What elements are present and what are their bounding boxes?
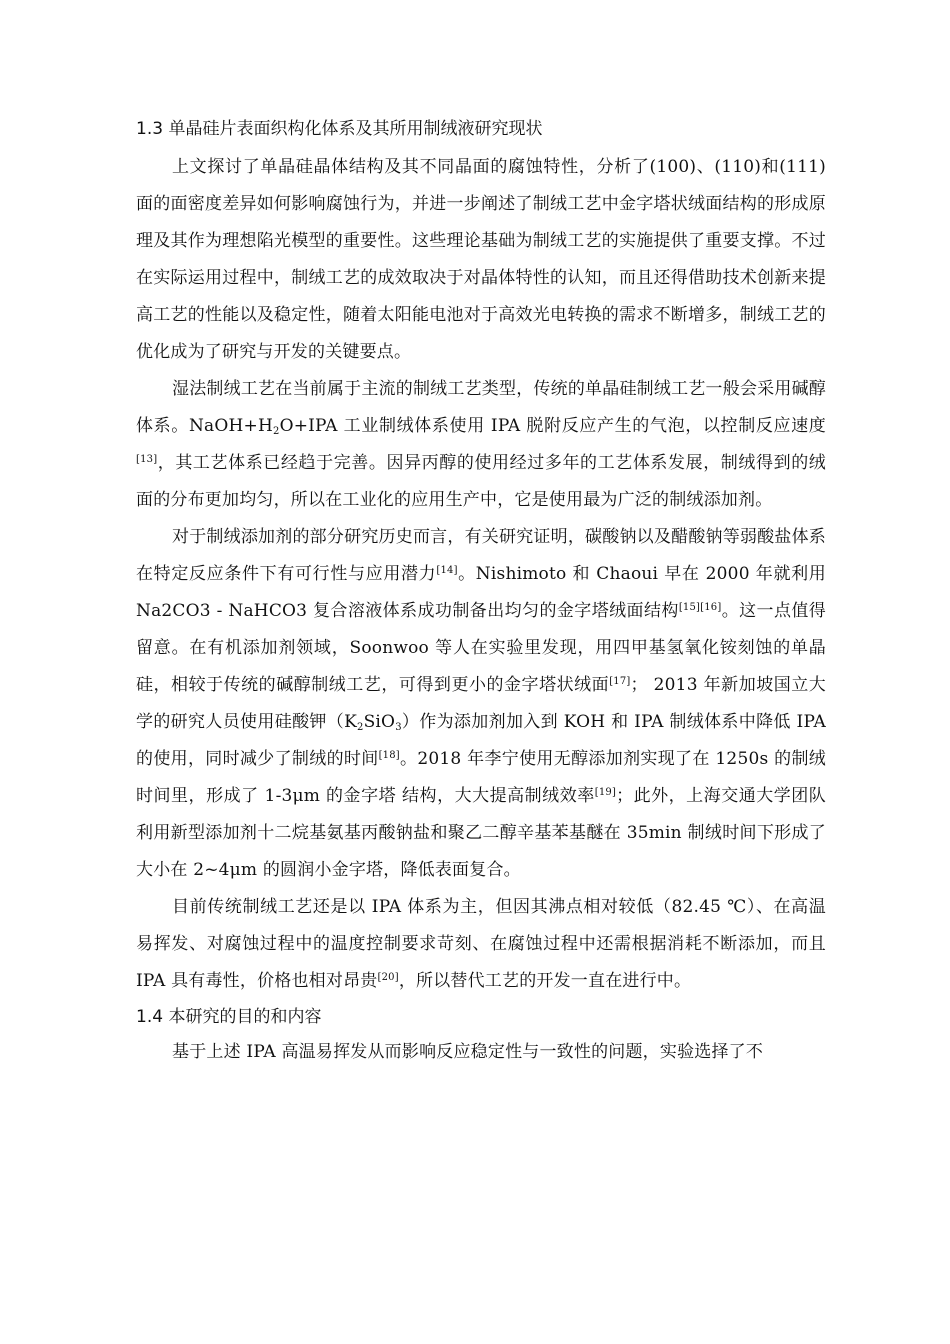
p3-text-d: ； 2013 年新加坡国立大学的研究人员使用硅酸钾（K — [136, 675, 826, 732]
citation-14[interactable]: [14] — [436, 565, 458, 576]
p3-text-g: 。2018 年李宁使用无醇添加剂实现了在 1250s 的制绒时间里，形成了 1-3μm 的金字塔 结构，大大提高制绒效率 — [136, 749, 826, 806]
paragraph-1: 上文探讨了单晶硅晶体结构及其不同晶面的腐蚀特性，分析了(100)、(110)和(111)面的面密度差异如何影响腐蚀行为，并进一步阐述了制绒工艺中金字塔状绒面结构的形成原理及其作为理想陷光模型的重要性。这些理论基础为制绒工艺的实施提供了重要支撑。不过在实际运用过程中，制绒工艺的成效取决于对晶体特性的认知，而且还得借助技术创新来提高工艺的性能以及稳定性，随着太阳能电池对于高效光电转换的需求不断增多，制绒工艺的优化成为了研究与开发的关键要点。 — [136, 157, 826, 362]
subscript-2: 2 — [273, 426, 280, 437]
subscript-o3: 3 — [395, 722, 402, 733]
p3-text-a: 对于制绒添加剂的部分研究历史而言，有关研究证明，碳酸钠以及醋酸钠等弱酸盐体系在特定反应条件下有可行性与应用潜力 — [136, 527, 826, 584]
p3-text-b: 。Nishimoto 和 Chaoui 早在 2000 年就利用 Na2CO3 - NaHCO3 复合溶液体系成功制备出均匀的金字塔绒面结构 — [136, 564, 826, 621]
p3-text-e: SiO — [363, 712, 396, 732]
paragraph-5: 基于上述 IPA 高温易挥发从而影响反应稳定性与一致性的问题，实验选择了不 — [172, 1042, 764, 1062]
citation-15[interactable]: [15] — [678, 602, 701, 613]
p2-text-c: ，其工艺体系已经趋于完善。因异丙醇的使用经过多年的工艺体系发展，制绒得到的绒面的分布更加均匀，所以在工业化的应用生产中，它是使用最为广泛的制绒添加剂。 — [136, 453, 826, 510]
subscript-k2: 2 — [357, 722, 364, 733]
p3-text-c: 。这一点值得留意。在有机添加剂领域，Soonwoo 等人在实验里发现，用四甲基氢氧化铵刻蚀的单晶硅，相较于传统的碱醇制绒工艺，可得到更小的金字塔状绒面 — [136, 601, 826, 695]
p4-text-b: ，所以替代工艺的开发一直在进行中。 — [398, 971, 692, 991]
p3-text-h: ；此外，上海交通大学团队利用新型添加剂十二烷基氨基丙酸钠盐和聚乙二醇辛基苯基醚在 35min 制绒时间下形成了大小在 2~4μm 的圆润小金字塔，降低表面复合。 — [136, 786, 826, 880]
p2-text-a: 湿法制绒工艺在当前属于主流的制绒工艺类型，传统的单晶硅制绒工艺一般会采用碱醇体系。NaOH+H — [136, 379, 826, 436]
section-heading-1-3: 1.3 单晶硅片表面织构化体系及其所用制绒液研究现状 — [136, 119, 543, 139]
citation-16[interactable]: [16] — [700, 602, 722, 613]
paragraph-2 — [136, 371, 826, 519]
section-heading-1-4: 1.4 本研究的目的和内容 — [136, 1007, 322, 1027]
citation-17[interactable]: [17] — [609, 676, 631, 687]
page-content — [136, 113, 826, 1071]
citation-18[interactable]: [18] — [378, 750, 400, 761]
paragraph-3 — [136, 519, 826, 889]
citation-19[interactable]: [19] — [594, 787, 617, 798]
p3-text-f: ）作为添加剂加入到 KOH 和 IPA 制绒体系中降低 IPA 的使用，同时减少了制绒的时间 — [136, 712, 826, 769]
p2-text-b: O+IPA 工业制绒体系使用 IPA 脱附反应产生的气泡，以控制反应速度 — [279, 416, 826, 436]
citation-13[interactable]: [13] — [136, 454, 158, 465]
paragraph-4 — [136, 889, 826, 1000]
citation-20[interactable]: [20] — [377, 972, 399, 983]
p4-text-a: 目前传统制绒工艺还是以 IPA 体系为主，但因其沸点相对较低（82.45 ℃）、在高温易挥发、对腐蚀过程中的温度控制要求苛刻、在腐蚀过程中还需根据消耗不断添加，而且 IPA 具有毒性，价格也相对昂贵 — [136, 897, 826, 991]
